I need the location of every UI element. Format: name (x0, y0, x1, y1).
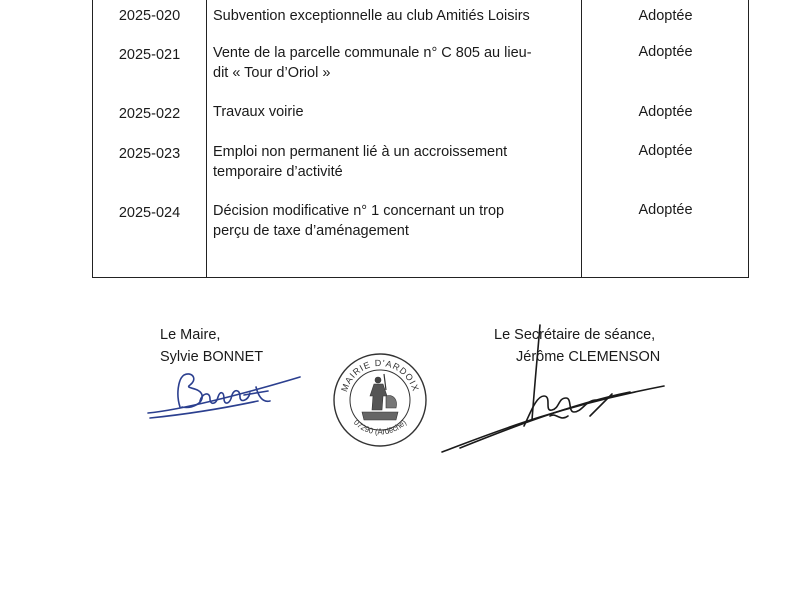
deliberation-status: Adoptée (638, 202, 693, 218)
secretary-name: Jérôme CLEMENSON (516, 349, 661, 365)
deliberation-status: Adoptée (638, 8, 693, 24)
deliberation-status: Adoptée (638, 44, 693, 60)
mayor-role: Le Maire, (160, 327, 221, 343)
svg-text:07290 (Ardèche): 07290 (Ardèche) (351, 417, 409, 437)
deliberation-number: 2025-022 (118, 106, 181, 122)
deliberation-subject: Travaux voirie (213, 104, 304, 120)
mayor-signature (140, 365, 310, 425)
deliberation-number: 2025-023 (118, 146, 181, 162)
mayor-name: Sylvie BONNET (160, 349, 264, 365)
deliberation-status: Adoptée (638, 143, 693, 159)
deliberation-status: Adoptée (638, 104, 693, 120)
secretary-role: Le Secrétaire de séance, (494, 327, 656, 343)
deliberations-table (92, 0, 749, 278)
deliberation-number: 2025-020 (118, 8, 181, 24)
mairie-stamp (330, 350, 430, 450)
deliberation-subject: Emploi non permanent lié à un accroissement temporaire d’activité (213, 144, 508, 180)
mayor-signature-block (160, 324, 263, 368)
deliberation-subject: Subvention exceptionnelle au club Amitiés Loisirs (213, 8, 530, 24)
secretary-signature (440, 320, 670, 460)
deliberation-subject: Vente de la parcelle communale n° C 805 au lieu- dit « Tour d’Oriol » (213, 45, 532, 81)
column-divider (581, 0, 582, 277)
deliberation-subject: Décision modificative n° 1 concernant un trop perçu de taxe d’aménagement (213, 203, 505, 239)
deliberation-number: 2025-024 (118, 205, 181, 221)
svg-text:MAIRIE D'ARDOIX: MAIRIE D'ARDOIX (339, 357, 421, 394)
marianne-emblem-icon (362, 374, 398, 420)
deliberation-number: 2025-021 (118, 47, 181, 63)
column-divider (206, 0, 207, 277)
